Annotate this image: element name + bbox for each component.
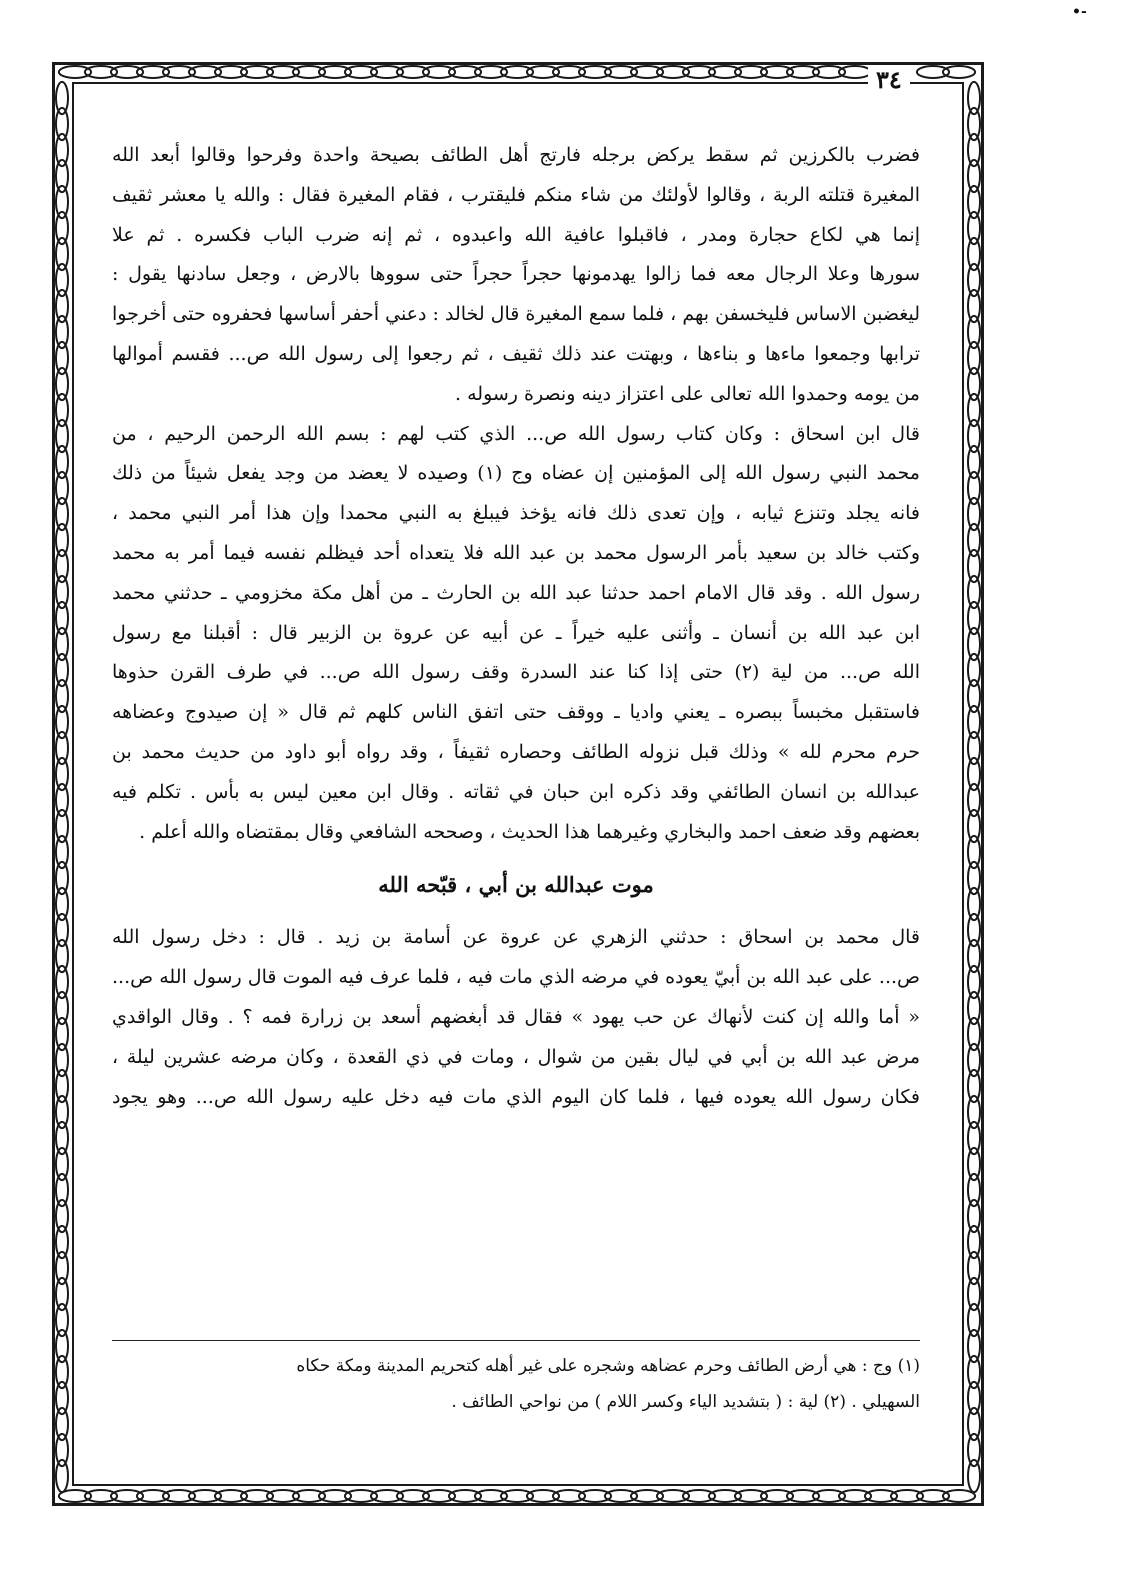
footnote: السهيلي . (٢) لية : ( بتشديد الياء وكسر اللام ) من نواحي الطائف . [451,1392,920,1412]
text-line: ليغضبن الاساس فليخسفن بهم ، فلما سمع المغيرة قال لخالد : دعني أحفر أساسها فحفروه حتى أخرجوا [112,303,920,326]
text-line: ص... على عبد الله بن أبيّ يعوده في مرضه الذي مات فيه ، فلما عرف فيه الموت قال رسول الله ص... [112,966,921,989]
text-line: إنما هي لكاع حجارة ومدر ، فاقبلوا عافية الله واعبدوه ، ثم إنه ضرب الباب فكسره . ثم علا [112,223,920,246]
page-body [112,136,920,1117]
footnotes [112,1348,920,1420]
text-line: سورها وعلا الرجال معه فما زالوا يهدمونها حجراً حجراً حتى سووها بالارض ، وجعل سادنها يقول : [112,263,920,286]
paragraph [112,918,920,1117]
page-number: ٣٤ [868,66,910,94]
footnote-divider [112,1340,920,1341]
text-line: المغيرة قتلته الربة ، وقالوا لأولئك من شاء منكم فليقترب ، فقام المغيرة فقال : والله يا معشر ثقيف [112,183,920,206]
paragraph [112,415,920,853]
text-line: وكتب خالد بن سعيد بأمر الرسول محمد بن عبد الله فلا يتعداه أحد فيظلم نفسه فيما أمر به محمد [112,541,920,564]
text-line: عبدالله بن انسان الطائفي وقد ذكره ابن حبان في ثقاته . وقال ابن معين ليس به بأس . تكلم فيه [112,780,920,803]
section-heading: موت عبدالله بن أبي ، قبّحه الله [378,872,654,898]
text-line: فكان رسول الله يعوده فيها ، فلما كان اليوم الذي مات فيه دخل عليه رسول الله ص... وهو يجود [112,1085,920,1108]
text-line: مرض عبد الله بن أبي في ليال بقين من شوال ، ومات في ذي القعدة ، وكان مرضه عشرين ليلة ، [112,1045,920,1068]
text-line: قال محمد بن اسحاق : حدثني الزهري عن عروة عن أسامة بن زيد . قال : دخل رسول الله [112,926,920,949]
corner-mark: •- [1072,4,1087,20]
text-line: محمد النبي رسول الله إلى المؤمنين إن عضاه وج (١) وصيده لا يعضد من وجد يفعل شيئاً من ذلك [112,462,920,485]
text-line: من يومه وحمدوا الله تعالى على اعتزاز دينه ونصرة رسوله . [455,382,920,405]
footnote: (١) وج : هي أرض الطائف وحرم عضاهه وشجره على غير أهله كتحريم المدينة ومكة حكاه [296,1356,920,1376]
text-line: قال ابن اسحاق : وكان كتاب رسول الله ص... الذي كتب لهم : بسم الله الرحمن الرحيم ، من [112,422,920,445]
paragraph [112,136,920,415]
text-line: « أما والله إن كنت لأنهاك عن حب يهود » فقال قد أبغضهم أسعد بن زرارة فمه ؟ . وقال الواقدي [112,1005,920,1028]
text-line: فضرب بالكرزين ثم سقط يركض برجله فارتج أهل الطائف بصيحة واحدة وفرحوا وقالوا أبعد الله [112,144,920,166]
text-line: فاستقبل مخبساً ببصره ـ يعني واديا ـ ووقف حتى اتفق الناس كلهم ثم قال « إن صيدوج وعضاهه [112,701,920,724]
text-line: حرم محرم لله » وذلك قبل نزوله الطائف وحصاره ثقيفاً ، وقد رواه أبو داود من حديث محمد بن [112,740,920,763]
text-line: الله ص... من لية (٢) حتى إذا كنا عند السدرة وقف رسول الله ص... في طرف القرن حذوها [112,661,920,684]
text-line: ابن عبد الله بن أنسان ـ وأثنى عليه خيراً ـ عن أبيه عن عروة بن الزبير قال : أقبلنا مع رسول [112,621,920,644]
text-line: فانه يجلد وتنزع ثيابه ، وإن تعدى ذلك فانه يؤخذ فيبلغ به النبي محمدا وإن هذا أمر النبي محمد ، [112,502,920,525]
text-line: بعضهم وقد ضعف احمد والبخاري وغيرهما هذا الحديث ، وصححه الشافعي وقال بمقتضاه والله أعلم . [139,820,920,843]
text-line: ترابها وجمعوا ماءها و بناءها ، وبهتت عند ذلك ثقيف ، ثم رجعوا إلى رسول الله ص... فقسم أموالها [112,342,920,365]
text-line: رسول الله . وقد قال الامام احمد حدثنا عبد الله بن الحارث ـ من أهل مكة مخزومي ـ حدثني محمد [112,581,920,604]
